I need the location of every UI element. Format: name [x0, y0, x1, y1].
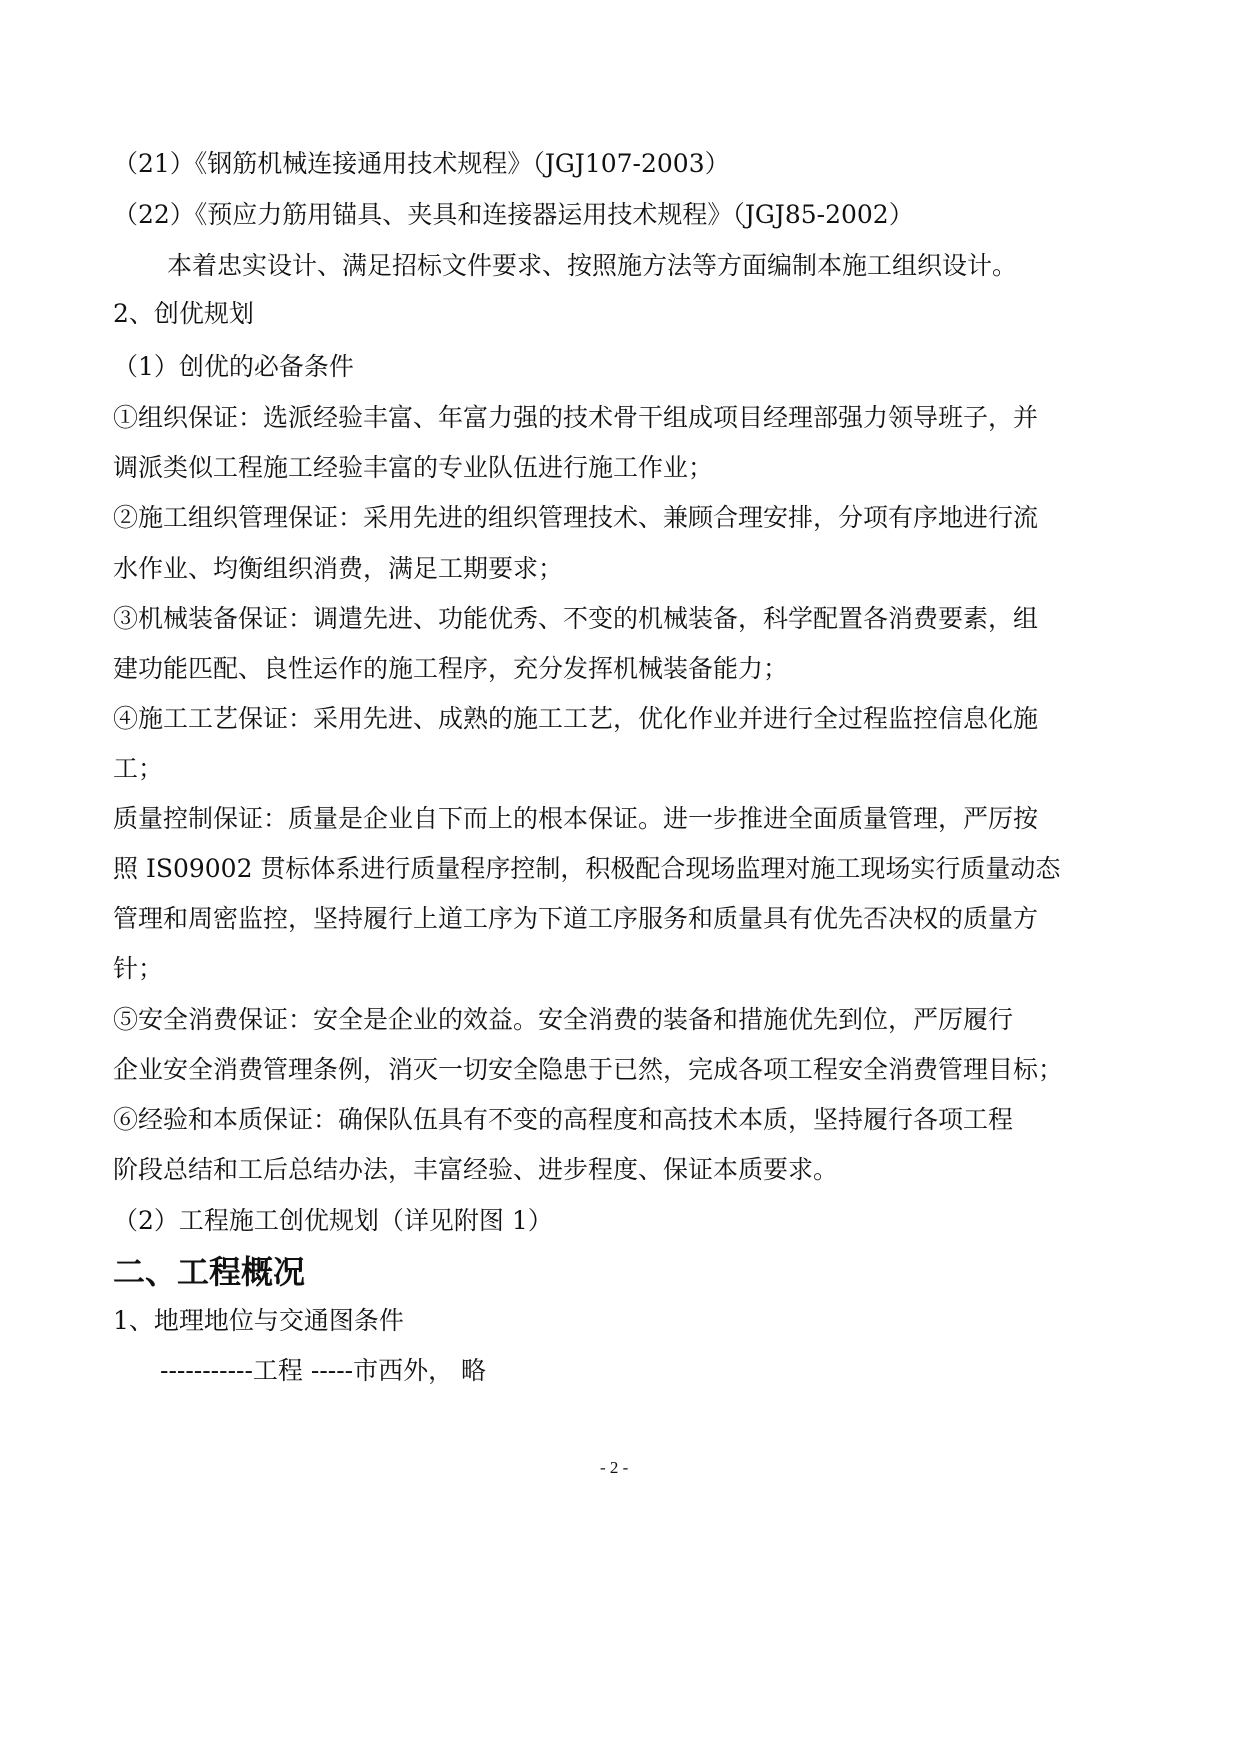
quality-paragraph-line-2: 照 IS09002 贯标体系进行质量程序控制，积极配合现场监理对施工现场实行质量动态: [113, 854, 1061, 883]
reference-item-22: （22）《预应力筋用锚具、夹具和连接器运用技术规程》（JGJ85-2002）: [113, 200, 914, 229]
body-paragraph: 本着忠实设计、满足招标文件要求、按照施方法等方面编制本施工组织设计。: [167, 251, 1018, 280]
list-item-6-line-2: 阶段总结和工后总结办法，丰富经验、进步程度、保证本质要求。: [113, 1155, 839, 1184]
subsection-title-location: 1、地理地位与交通图条件: [113, 1306, 404, 1335]
subsection-title-plan: （2）工程施工创优规划（详见附图 1）: [113, 1206, 553, 1235]
list-item-5-line-2: 企业安全消费管理条例，消灭一切安全隐患于已然，完成各项工程安全消费管理目标；: [113, 1055, 1064, 1084]
list-item-5-line-1: ⑤安全消费保证：安全是企业的效益。安全消费的装备和措施优先到位，严厉履行: [113, 1005, 1014, 1034]
location-text: -----------工程 -----市西外， 略: [160, 1356, 487, 1385]
list-item-4-line-2: 工；: [113, 754, 164, 783]
quality-paragraph-line-3: 管理和周密监控，坚持履行上道工序为下道工序服务和质量具有优先否决权的质量方: [113, 904, 1039, 933]
list-item-3-line-2: 建功能匹配、良性运作的施工程序，充分发挥机械装备能力；: [113, 654, 789, 683]
list-item-2-line-2: 水作业、均衡组织消费，满足工期要求；: [113, 554, 564, 583]
list-item-4-line-1: ④施工工艺保证：采用先进、成熟的施工工艺，优化作业并进行全过程监控信息化施: [113, 704, 1039, 733]
list-item-2-line-1: ②施工组织管理保证：采用先进的组织管理技术、兼顾合理安排，分项有序地进行流: [113, 503, 1039, 532]
list-item-1-line-1: ①组织保证：选派经验丰富、年富力强的技术骨干组成项目经理部强力领导班子，并: [113, 403, 1039, 432]
quality-paragraph-line-1: 质量控制保证：质量是企业自下而上的根本保证。进一步推进全面质量管理，严厉按: [113, 804, 1039, 833]
section-title-excellence-plan: 2、创优规划: [113, 299, 254, 328]
list-item-1-line-2: 调派类似工程施工经验丰富的专业队伍进行施工作业；: [113, 453, 714, 482]
list-item-3-line-1: ③机械装备保证：调遣先进、功能优秀、不变的机械装备，科学配置各消费要素，组: [113, 604, 1039, 633]
list-item-6-line-1: ⑥经验和本质保证：确保队伍具有不变的高程度和高技术本质，坚持履行各项工程: [113, 1105, 1014, 1134]
section-heading-project-overview: 二、工程概况: [113, 1253, 306, 1291]
reference-item-21: （21）《钢筋机械连接通用技术规程》（JGJ107-2003）: [113, 149, 730, 178]
page-number: - 2 -: [600, 1458, 629, 1477]
subsection-title-conditions: （1）创优的必备条件: [113, 352, 354, 381]
quality-paragraph-line-4: 针；: [113, 954, 164, 983]
